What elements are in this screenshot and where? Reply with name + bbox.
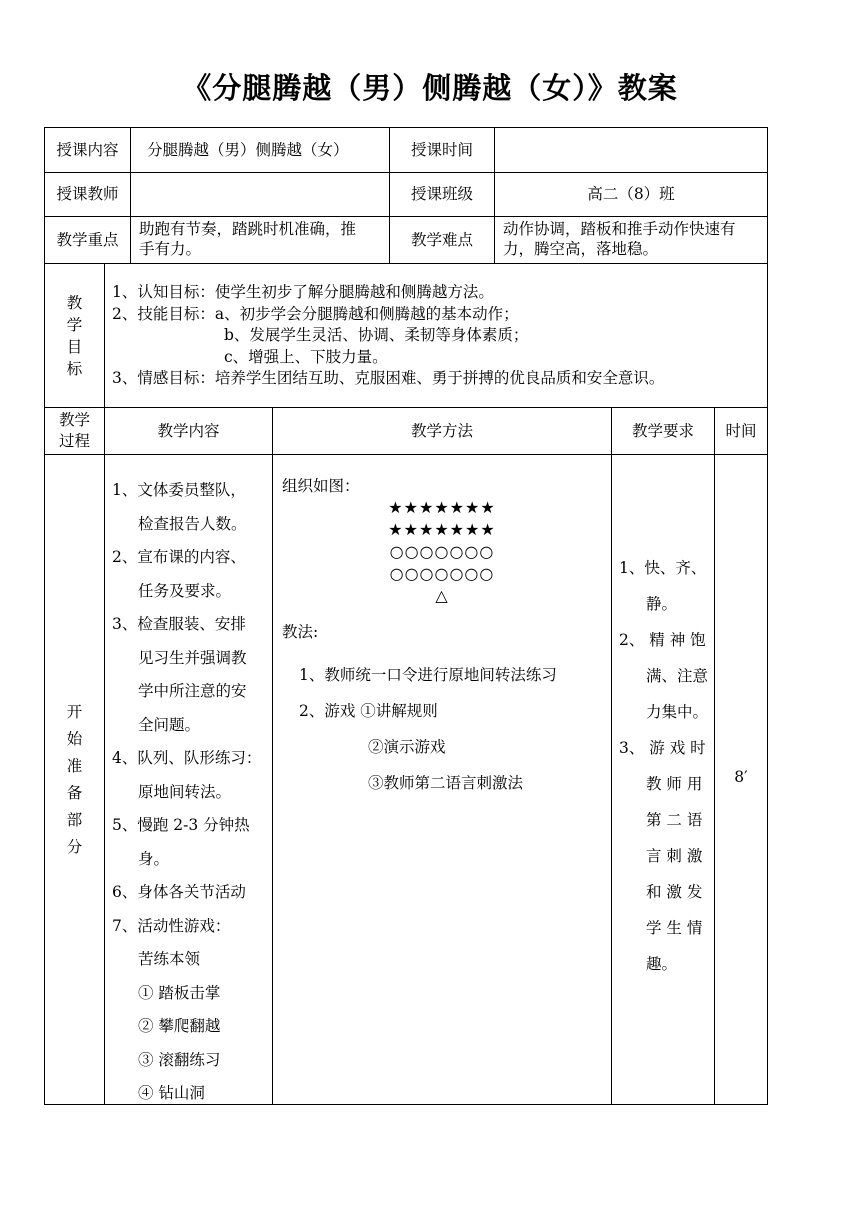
header-content: 教学内容	[157, 421, 220, 440]
content-line: ④ 钻山洞	[138, 1084, 205, 1102]
objective-line: b、发展学生灵活、协调、柔韧等身体素质；	[224, 326, 529, 344]
col-divider	[272, 407, 273, 1105]
method-step: 1、教师统一口令进行原地间转法练习	[299, 666, 557, 684]
formation-row-stars: ★★★★★★★	[388, 498, 496, 517]
teaching-method-label: 教法:	[282, 623, 319, 641]
content-line: 1、文体委员整队，	[112, 481, 246, 499]
requirement-line: 趣。	[646, 955, 678, 973]
content-label: 授课内容	[56, 140, 119, 159]
teaching-requirements	[619, 550, 713, 982]
difficulty-label: 教学难点	[410, 230, 473, 249]
requirement-line: 教 师 用	[646, 775, 703, 793]
requirement-line: 力集中。	[646, 703, 709, 721]
section-label-text: 开始准备部分	[66, 702, 83, 856]
content-line: 苦练本领	[138, 950, 201, 968]
content-line: 6、身体各关节活动	[112, 883, 246, 901]
class-label: 授课班级	[410, 185, 473, 203]
content-line: 身。	[138, 849, 170, 868]
time-value	[495, 128, 767, 172]
objective-line: 3、情感目标：培养学生团结互助、克服困难、勇于拼搏的优良品质和安全意识。	[112, 369, 665, 387]
requirement-line: 言 刺 激	[646, 847, 703, 865]
col-divider	[104, 263, 105, 1105]
header-process	[45, 408, 104, 454]
teacher-value	[131, 173, 389, 216]
key-point-line: 手有力。	[139, 240, 202, 258]
content-line: 3、检查服装、安排	[112, 615, 246, 633]
objectives-label	[45, 264, 104, 407]
formation-row-stars: ★★★★★★★	[388, 520, 496, 539]
header-time: 时间	[725, 421, 757, 440]
objective-line: 2、技能目标：a、初步学会分腿腾越和侧腾越的基本动作；	[112, 304, 519, 323]
requirement-line: 学 生 情	[646, 919, 703, 937]
requirement-line: 2、 精 神 饱	[619, 631, 706, 649]
header-process-text: 教学过程	[58, 411, 90, 450]
requirement-line: 和 激 发	[646, 883, 703, 901]
content-line: 学中所注意的安	[138, 682, 247, 700]
objective-line: c、增强上、下肢力量。	[224, 347, 388, 366]
objective-line: 1、认知目标：使学生初步了解分腿腾越和侧腾越方法。	[112, 283, 494, 301]
content-line: ① 踏板击掌	[138, 983, 221, 1002]
content-line: ③ 滚翻练习	[138, 1050, 221, 1069]
table-right-border	[767, 127, 768, 1105]
formation-row-circles: ○○○○○○○	[389, 564, 495, 583]
class-value: 高二（8）班	[587, 185, 675, 203]
key-point-label: 教学重点	[56, 230, 119, 249]
key-point-text	[139, 219, 387, 259]
objectives-label-text: 教学目标	[66, 293, 83, 378]
requirement-line: 3、 游 戏 时	[619, 739, 706, 757]
page-title: 《分腿腾越（男）侧腾越（女）》教案	[182, 71, 678, 105]
method-step: 2、游戏 ①讲解规则	[299, 702, 438, 720]
requirement-line: 第 二 语	[646, 811, 703, 829]
content-value: 分腿腾越（男）侧腾越（女）	[147, 140, 349, 159]
content-line: ② 攀爬翻越	[138, 1017, 221, 1035]
requirement-line: 满、注意	[646, 667, 709, 685]
header-requirement: 教学要求	[631, 421, 694, 440]
formation-row-circles: ○○○○○○○	[389, 542, 495, 561]
col-divider	[611, 407, 612, 1105]
teaching-content-list	[112, 474, 270, 1111]
objectives-list	[112, 282, 762, 390]
content-line: 2、宣布课的内容、	[112, 548, 246, 566]
teacher-label: 授课教师	[56, 185, 119, 203]
key-point-line: 助跑有节奏，踏跳时机准确，推	[139, 220, 357, 238]
formation-diagram	[362, 497, 522, 607]
requirement-line: 1、快、齐、	[619, 559, 707, 577]
method-step: ③教师第二语言刺激法	[368, 774, 524, 792]
organization-label: 组织如图：	[282, 477, 360, 495]
content-line: 任务及要求。	[138, 581, 232, 600]
time-label: 授课时间	[410, 140, 473, 159]
formation-teacher-triangle: △	[435, 586, 449, 605]
difficulty-line: 力，腾空高，落地稳。	[503, 240, 659, 258]
content-line: 全问题。	[138, 715, 201, 734]
teaching-method-steps	[299, 657, 609, 801]
method-step: ②演示游戏	[368, 738, 446, 756]
difficulty-text	[503, 219, 765, 259]
row-divider	[44, 263, 768, 264]
difficulty-line: 动作协调，踏板和推手动作快速有	[503, 220, 736, 238]
section-time: 8′	[734, 768, 748, 786]
content-line: 检查报告人数。	[138, 514, 247, 533]
section-label	[45, 455, 104, 1104]
content-line: 见习生并强调教	[138, 648, 247, 667]
requirement-line: 静。	[646, 595, 678, 613]
content-line: 5、慢跑 2-3 分钟热	[112, 816, 250, 834]
content-line: 4、队列、队形练习：	[112, 749, 262, 767]
header-method: 教学方法	[410, 421, 473, 440]
col-divider	[714, 407, 715, 1105]
content-line: 7、活动性游戏：	[112, 916, 231, 935]
content-line: 原地间转法。	[138, 782, 232, 801]
row-divider	[44, 454, 768, 455]
